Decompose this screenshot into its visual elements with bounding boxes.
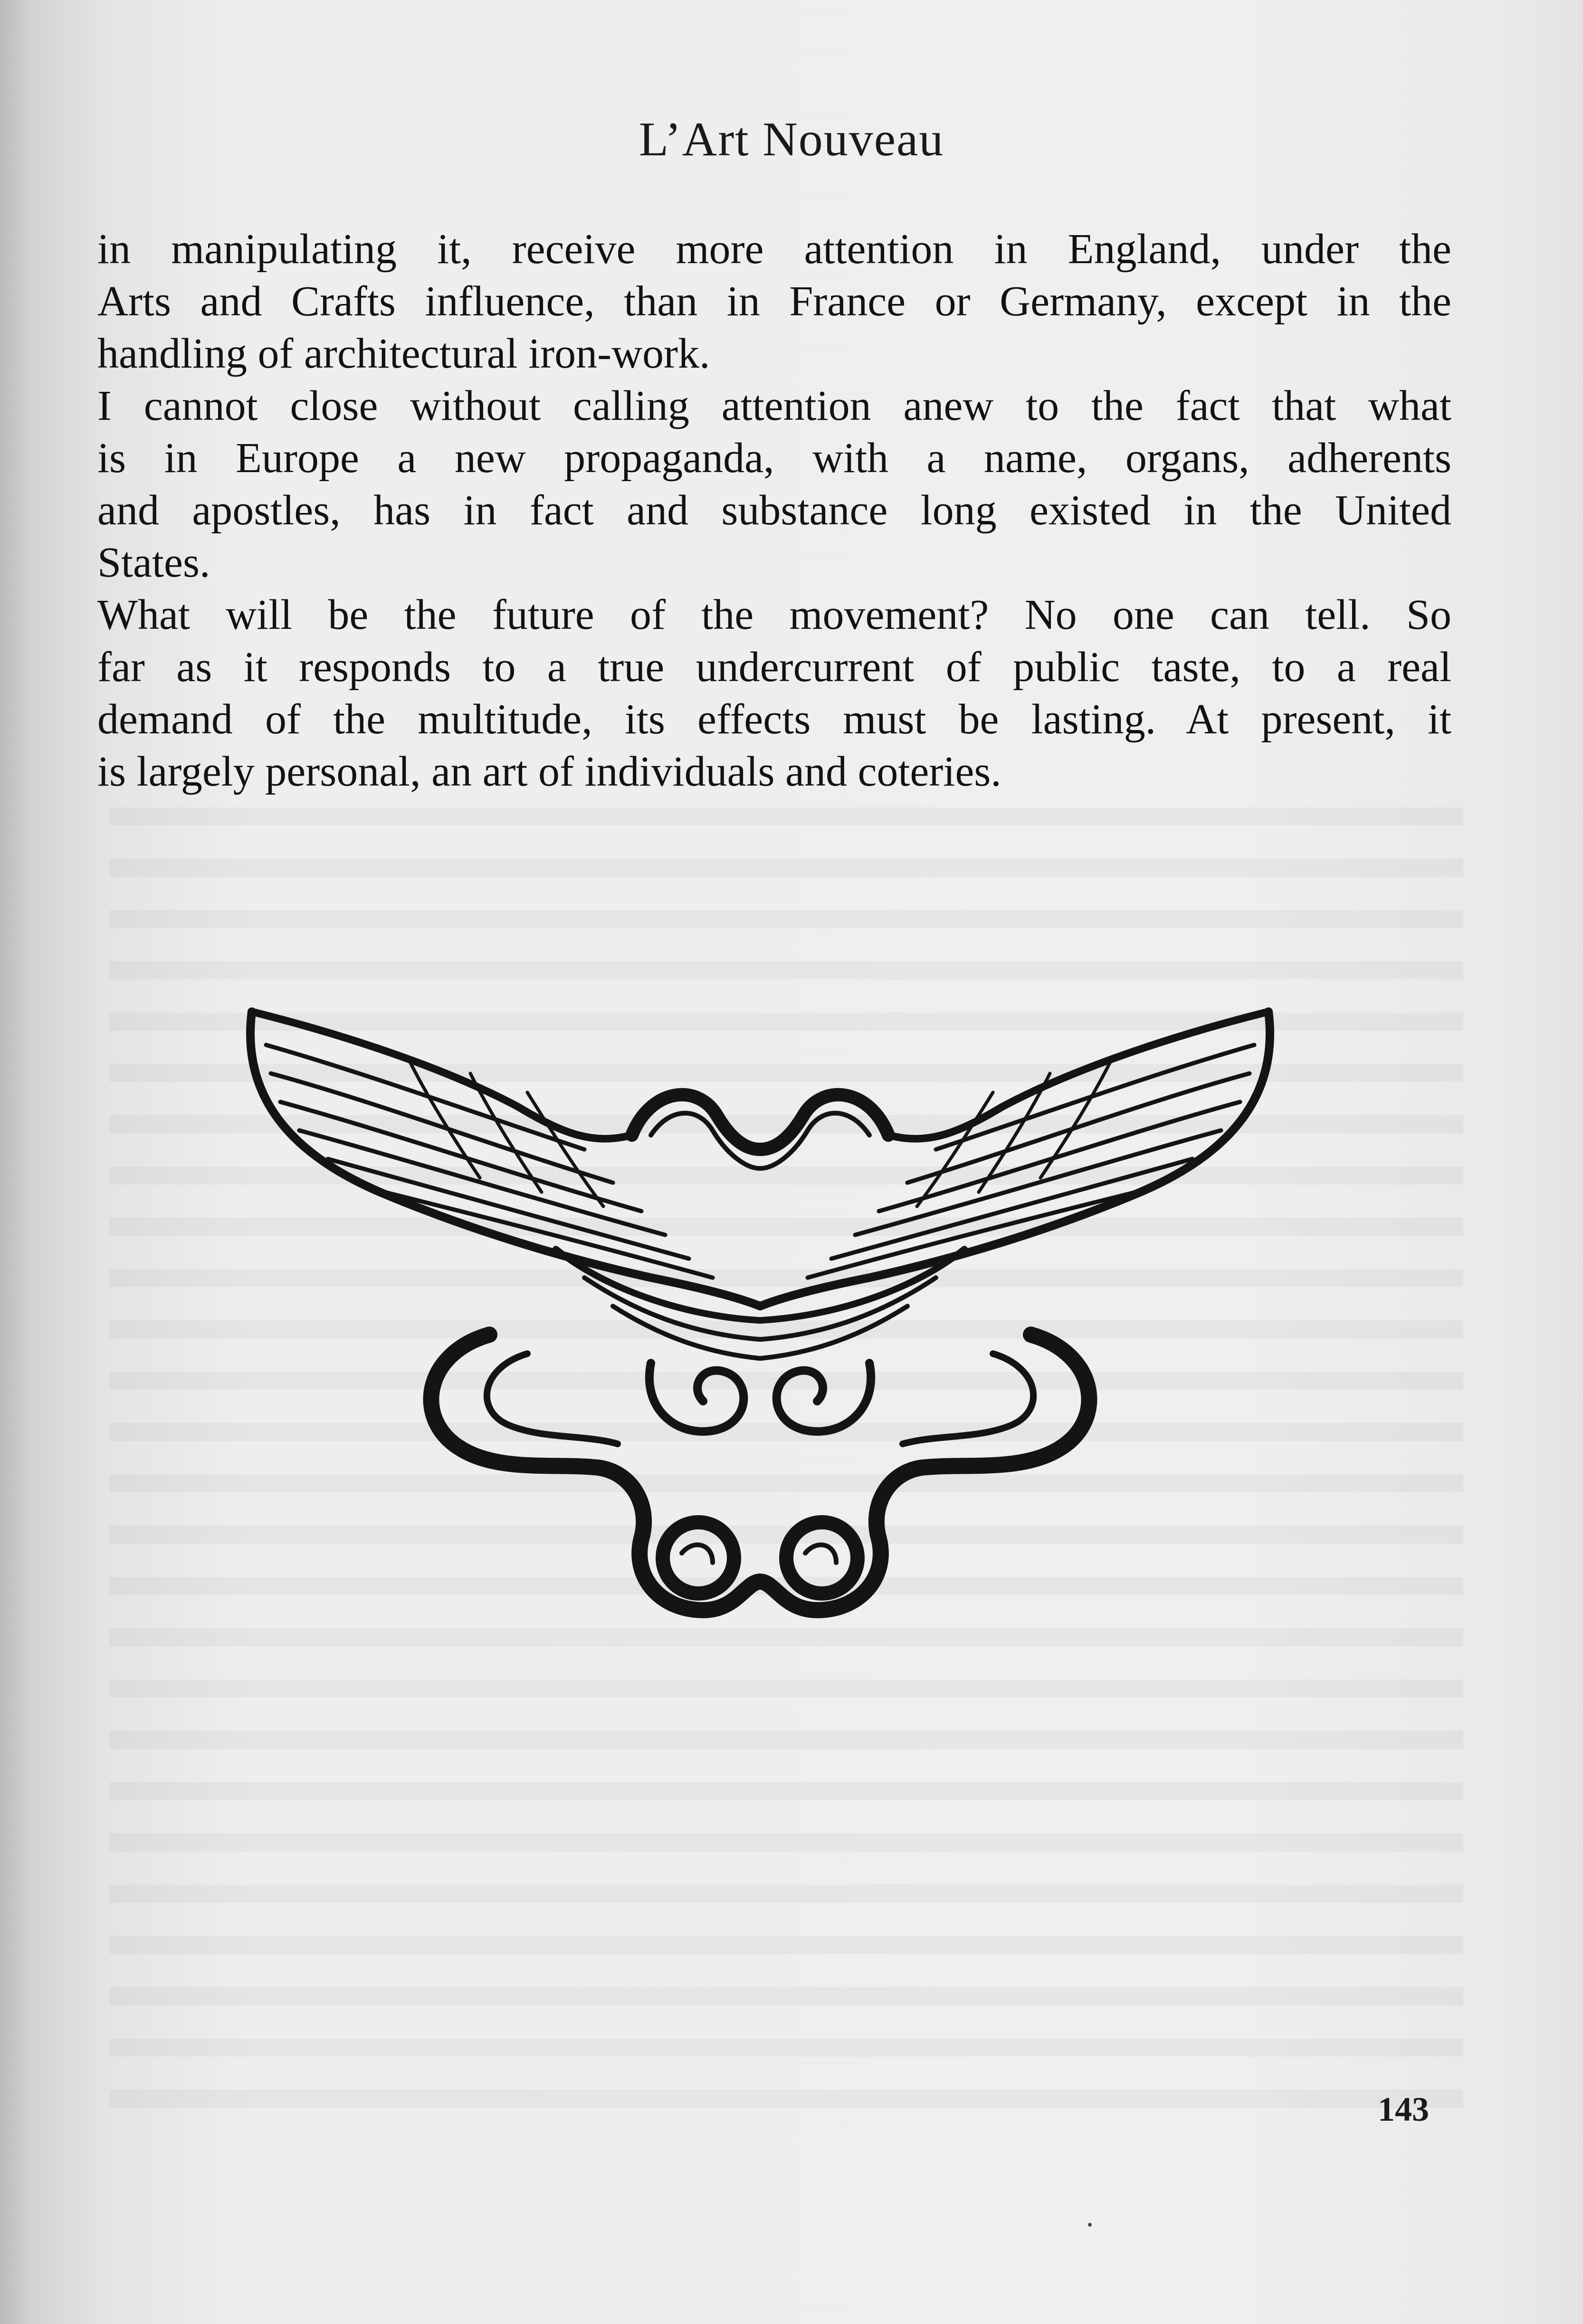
text-line: demand of the multitude, its effects must be lasting. At present, it	[97, 696, 1451, 743]
text-line: and apostles, has in fact and substance long existed in the United	[97, 487, 1451, 534]
text-line: is largely personal, an art of individuals and coteries.	[97, 748, 1001, 795]
text-line: in manipulating it, receive more attention in England, under the	[97, 226, 1451, 273]
text-line: States.	[97, 539, 210, 586]
ink-speck	[1088, 2223, 1092, 2227]
text-line: I cannot close without calling attention anew to the fact that what	[97, 382, 1451, 429]
text-line: handling of architectural iron-work.	[97, 330, 710, 377]
page-number: 143	[1378, 2090, 1429, 2128]
text-line: What will be the future of the movement? No one can tell. So	[97, 591, 1451, 638]
running-head: L’Art Nouveau	[639, 113, 944, 166]
text-line: far as it responds to a true undercurrent of public taste, to a real	[97, 644, 1451, 691]
text-line: Arts and Crafts influence, than in France or Germany, except in the	[97, 278, 1451, 325]
text-line: is in Europe a new propaganda, with a name, organs, adherents	[97, 435, 1451, 482]
winged-scroll-ornament-icon	[223, 993, 1297, 1658]
body-text	[97, 223, 1451, 798]
